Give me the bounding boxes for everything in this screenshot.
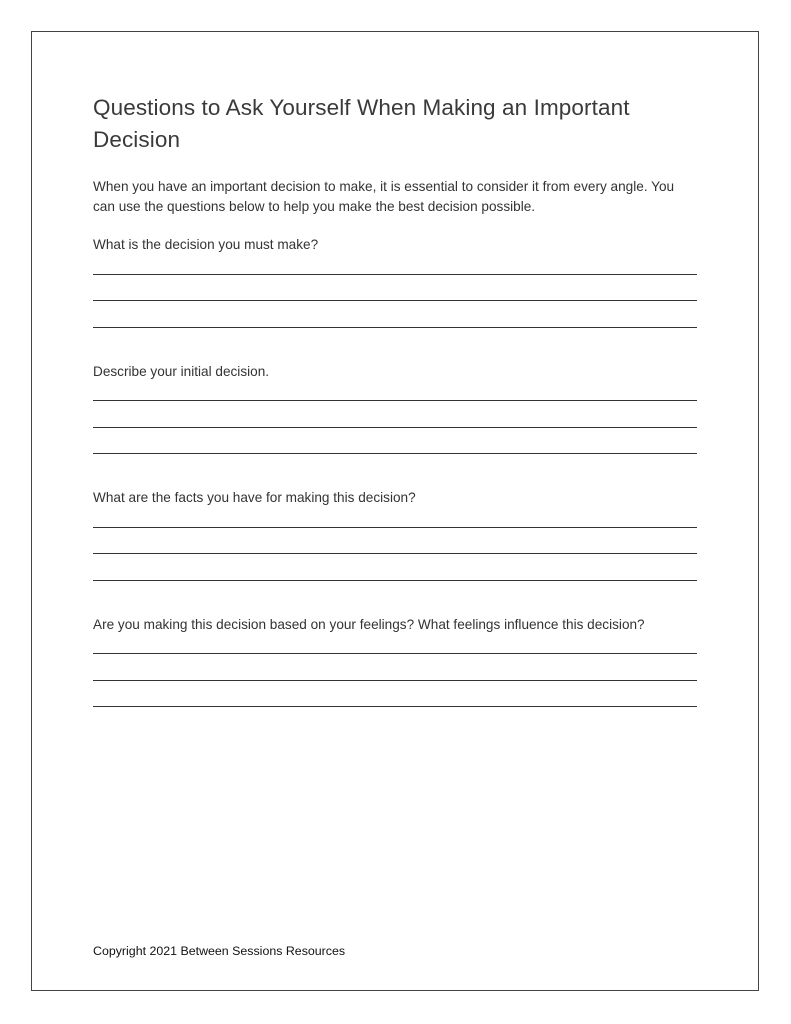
question-label: Describe your initial decision. xyxy=(93,363,270,379)
intro-paragraph: When you have an important decision to make, it is essential to consider it from every angle. You can use the questions below to help you make the best decision possible. xyxy=(93,179,675,214)
answer-line[interactable] xyxy=(93,580,697,581)
question-label: Are you making this decision based on your feelings? What feelings influence this decision? xyxy=(93,616,645,632)
question-section xyxy=(93,235,699,328)
answer-line[interactable] xyxy=(93,300,697,301)
answer-line[interactable] xyxy=(93,527,697,528)
question-label: What is the decision you must make? xyxy=(93,237,319,252)
question-section xyxy=(93,488,699,581)
question-section xyxy=(93,362,699,455)
answer-line[interactable] xyxy=(93,553,697,554)
question-label: What are the facts you have for making this decision? xyxy=(93,490,416,505)
answer-line[interactable] xyxy=(93,327,697,328)
answer-line[interactable] xyxy=(93,680,697,681)
answer-line[interactable] xyxy=(93,653,697,654)
answer-line[interactable] xyxy=(93,400,697,401)
answer-line[interactable] xyxy=(93,453,697,454)
answer-line[interactable] xyxy=(93,274,697,275)
answer-line[interactable] xyxy=(93,427,697,428)
question-section xyxy=(93,615,699,708)
answer-line[interactable] xyxy=(93,706,697,707)
copyright-footer: Copyright 2021 Between Sessions Resources xyxy=(93,944,346,958)
worksheet-content xyxy=(93,92,699,707)
page-title: Questions to Ask Yourself When Making an Important Decision xyxy=(93,95,630,152)
